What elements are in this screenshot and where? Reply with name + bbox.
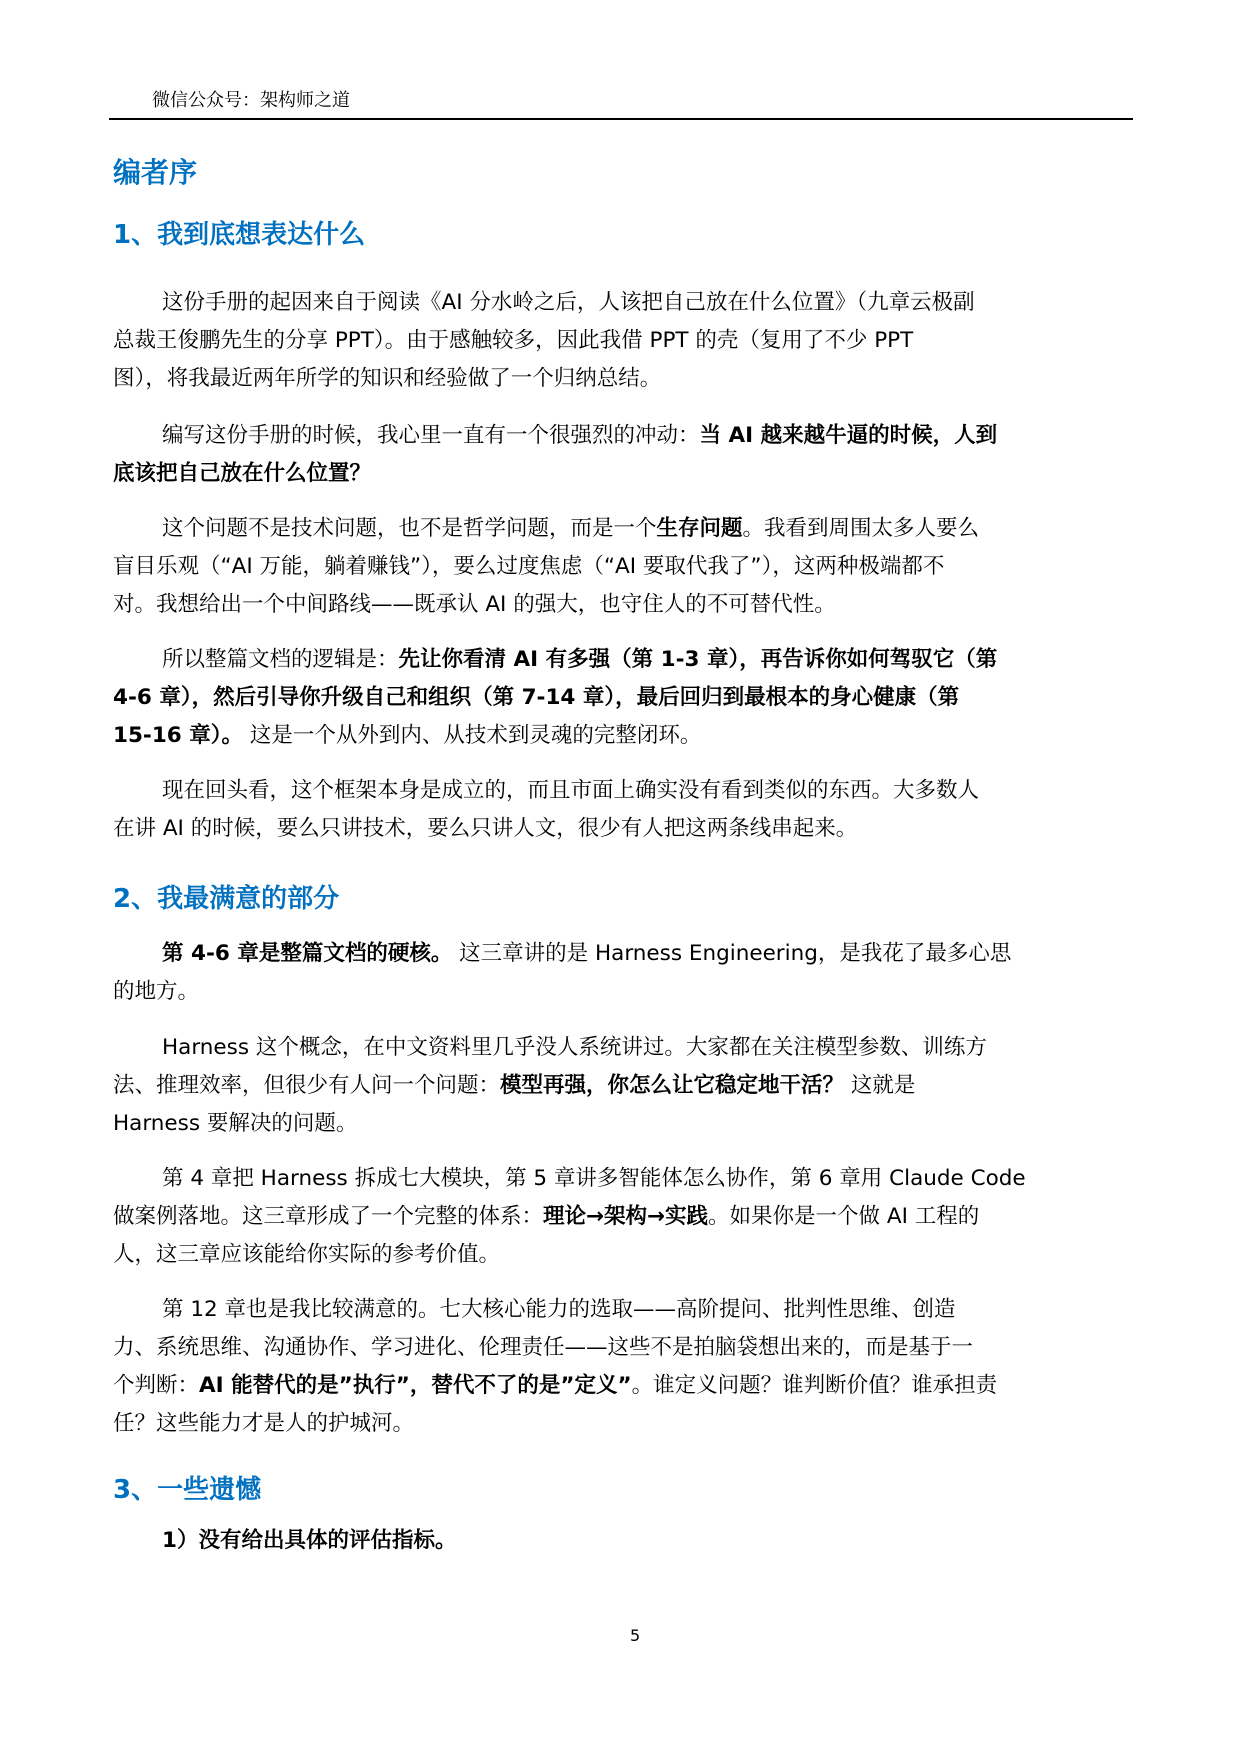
bold-text: 4-6 章），然后引导你升级自己和组织（第 7-14 章），最后回归到最根本的身心健康（第 (113, 685, 960, 710)
paragraph-line (113, 1202, 979, 1232)
paragraph-line (113, 1109, 357, 1139)
text-run: 法、推理效率，但很少有人问一个问题： (113, 1073, 501, 1098)
paragraph-line (113, 1333, 973, 1363)
text-run: 这三章讲的是 Harness Engineering，是我花了最多心思 (452, 941, 1012, 966)
text-run: 总裁王俊鹏先生的分享 PPT）。由于感触较多，因此我借 PPT 的壳（复用了不少 PPT (113, 328, 914, 353)
text-run: 力、系统思维、沟通协作、学习进化、伦理责任——这些不是拍脑袋想出来的，而是基于一 (113, 1335, 974, 1360)
paragraph-line (162, 514, 979, 544)
paragraph-line (113, 364, 661, 394)
text-run: 这是一个从外到内、从技术到灵魂的完整闭环。 (243, 723, 702, 748)
text-run: 图），将我最近两年所学的知识和经验做了一个归纳总结。 (113, 366, 662, 391)
text-run: 对。我想给出一个中间路线——既承认 AI 的强大，也守住人的不可替代性。 (113, 592, 836, 617)
page-number: 5 (630, 1626, 641, 1645)
paragraph-line (162, 1164, 1026, 1194)
paragraph-line (113, 1240, 500, 1270)
bold-text: 先让你看清 AI 有多强（第 1-3 章），再告诉你如何驾驭它（第 (398, 647, 998, 672)
paragraph-line (113, 977, 199, 1007)
text-run: 。谁定义问题？谁判断价值？谁承担责 (631, 1373, 998, 1398)
paragraph-line (113, 459, 371, 489)
section-heading-2: 2、我最满意的部分 (113, 884, 340, 914)
text-run: 编写这份手册的时候，我心里一直有一个很强烈的冲动： (162, 423, 700, 448)
paragraph-line (162, 645, 997, 675)
text-run: 的地方。 (113, 979, 200, 1004)
page-header: 微信公众号：架构师之道 (152, 90, 350, 111)
bold-text: 生存问题 (656, 516, 743, 541)
text-run: 盲目乐观（“AI 万能，躺着赚钱”），要么过度焦虑（“AI 要取代我了”），这两种极端都不 (113, 554, 945, 579)
paragraph-line (113, 683, 959, 713)
text-run: 第 12 章也是我比较满意的。七大核心能力的选取——高阶提问、批判性思维、创造 (162, 1297, 956, 1322)
paragraph-line (162, 1033, 987, 1063)
bold-text: 当 AI 越来越牛逼的时候，人到 (699, 423, 998, 448)
bold-text: 理论→架构→实践 (543, 1204, 709, 1229)
paragraph-line (113, 1409, 414, 1439)
text-run: 现在回头看，这个框架本身是成立的，而且市面上确实没有看到类似的东西。大多数人 (162, 778, 980, 803)
paragraph-line (162, 1295, 956, 1325)
text-run: 做案例落地。这三章形成了一个完整的体系： (113, 1204, 544, 1229)
text-run: 这个问题不是技术问题，也不是哲学问题，而是一个 (162, 516, 657, 541)
bold-text: 1）没有给出具体的评估指标。 (162, 1528, 457, 1553)
paragraph-line (113, 1371, 997, 1401)
text-run: 。如果你是一个做 AI 工程的 (708, 1204, 980, 1229)
paragraph-line (162, 776, 979, 806)
text-run: 在讲 AI 的时候，要么只讲技术，要么只讲人文，很少有人把这两条线串起来。 (113, 816, 858, 841)
paragraph-line (162, 421, 997, 451)
bold-text: AI 能替代的是”执行”，替代不了的是”定义” (199, 1373, 632, 1398)
text-run: 任？这些能力才是人的护城河。 (113, 1411, 415, 1436)
paragraph-line (113, 590, 836, 620)
text-run: 第 4 章把 Harness 拆成七大模块，第 5 章讲多智能体怎么协作，第 6 章用 Claude Code (162, 1166, 1026, 1191)
paragraph-line (113, 721, 701, 751)
paragraph-line (113, 1071, 915, 1101)
paragraph-line (162, 1526, 456, 1556)
text-run: 。我看到周围太多人要么 (742, 516, 980, 541)
bold-text: 底该把自己放在什么位置？ (113, 461, 372, 486)
bold-text: 第 4-6 章是整篇文档的硬核。 (162, 941, 453, 966)
paragraph-line (113, 814, 857, 844)
text-run: Harness 要解决的问题。 (113, 1111, 358, 1136)
text-run: 这就是 (844, 1073, 916, 1098)
text-run: Harness 这个概念，在中文资料里几乎没人系统讲过。大家都在关注模型参数、训练方 (162, 1035, 987, 1060)
paragraph-line (162, 288, 975, 318)
text-run: 个判断： (113, 1373, 200, 1398)
section-heading-1: 1、我到底想表达什么 (113, 220, 366, 250)
text-run: 这份手册的起因来自于阅读《AI 分水岭之后，人该把自己放在什么位置》（九章云极副 (162, 290, 975, 315)
paragraph-line (162, 939, 1011, 969)
section-heading-3: 3、一些遗憾 (113, 1475, 262, 1505)
paragraph-line (113, 552, 944, 582)
paragraph-line (113, 326, 913, 356)
page-title: 编者序 (113, 156, 198, 189)
bold-text: 模型再强，你怎么让它稳定地干活？ (500, 1073, 845, 1098)
text-run: 人，这三章应该能给你实际的参考价值。 (113, 1242, 501, 1267)
bold-text: 15-16 章）。 (113, 723, 243, 748)
text-run: 所以整篇文档的逻辑是： (162, 647, 399, 672)
header-rule (109, 118, 1133, 120)
